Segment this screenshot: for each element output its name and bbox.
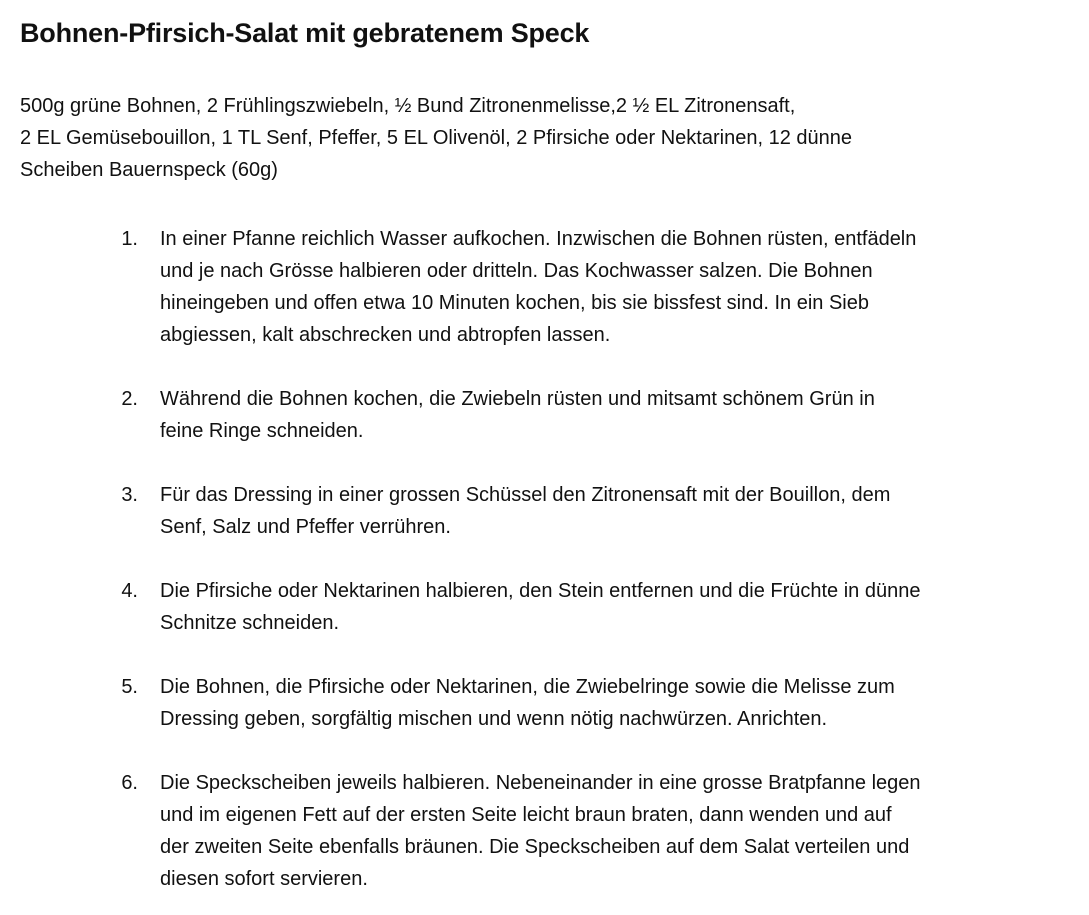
recipe-title: Bohnen-Pfirsich-Salat mit gebratenem Speck — [20, 18, 590, 48]
ingredients-line: 500g grüne Bohnen, 2 Frühlingszwiebeln, ½ Bund Zitronenmelisse,2 ½ EL Zitronensaft, — [20, 95, 796, 117]
ingredients-line: Scheiben Bauernspeck (60g) — [20, 159, 278, 181]
step-line: Die Bohnen, die Pfirsiche oder Nektarinen, die Zwiebelringe sowie die Melisse zum — [160, 676, 895, 698]
step-line: Die Pfirsiche oder Nektarinen halbieren, den Stein entfernen und die Früchte in dünne — [160, 580, 921, 602]
step-line: Für das Dressing in einer grossen Schüssel den Zitronensaft mit der Bouillon, dem — [160, 484, 891, 506]
step-line: abgiessen, kalt abschrecken und abtropfen lassen. — [160, 324, 611, 346]
instruction-step — [20, 767, 1071, 895]
step-text — [138, 767, 1071, 895]
instruction-step — [20, 479, 1071, 543]
step-number: 1. — [121, 228, 138, 250]
step-line: hineingeben und offen etwa 10 Minuten kochen, bis sie bissfest sind. In ein Sieb — [160, 292, 869, 314]
step-number: 5. — [121, 676, 138, 698]
step-line: feine Ringe schneiden. — [160, 420, 364, 442]
step-number: 2. — [121, 388, 138, 410]
step-number: 4. — [121, 580, 138, 602]
step-line: Schnitze schneiden. — [160, 612, 340, 634]
step-text — [138, 223, 1071, 351]
step-text — [138, 575, 1071, 639]
step-number: 6. — [121, 772, 138, 794]
instruction-step — [20, 575, 1071, 639]
step-line: Die Speckscheiben jeweils halbieren. Nebeneinander in eine grosse Bratpfanne legen — [160, 772, 921, 794]
step-text — [138, 671, 1071, 735]
step-line: und im eigenen Fett auf der ersten Seite leicht braun braten, dann wenden und auf — [160, 804, 892, 826]
step-text — [138, 383, 1071, 447]
step-line: Senf, Salz und Pfeffer verrühren. — [160, 516, 451, 538]
step-number: 3. — [121, 484, 138, 506]
instruction-list — [20, 223, 1071, 895]
step-line: Während die Bohnen kochen, die Zwiebeln rüsten und mitsamt schönem Grün in — [160, 388, 875, 410]
step-line: und je nach Grösse halbieren oder dritteln. Das Kochwasser salzen. Die Bohnen — [160, 260, 873, 282]
ingredients-line: 2 EL Gemüsebouillon, 1 TL Senf, Pfeffer, 5 EL Olivenöl, 2 Pfirsiche oder Nektarinen, 12 dünne — [20, 127, 852, 149]
step-line: Dressing geben, sorgfältig mischen und wenn nötig nachwürzen. Anrichten. — [160, 708, 828, 730]
step-line: der zweiten Seite ebenfalls bräunen. Die Speckscheiben auf dem Salat verteilen und — [160, 836, 910, 858]
step-text — [138, 479, 1071, 543]
step-line: diesen sofort servieren. — [160, 868, 368, 890]
step-line: In einer Pfanne reichlich Wasser aufkochen. Inzwischen die Bohnen rüsten, entfädeln — [160, 228, 917, 250]
instruction-step — [20, 223, 1071, 351]
ingredients-paragraph — [20, 90, 1071, 186]
instruction-step — [20, 383, 1071, 447]
instruction-step — [20, 671, 1071, 735]
